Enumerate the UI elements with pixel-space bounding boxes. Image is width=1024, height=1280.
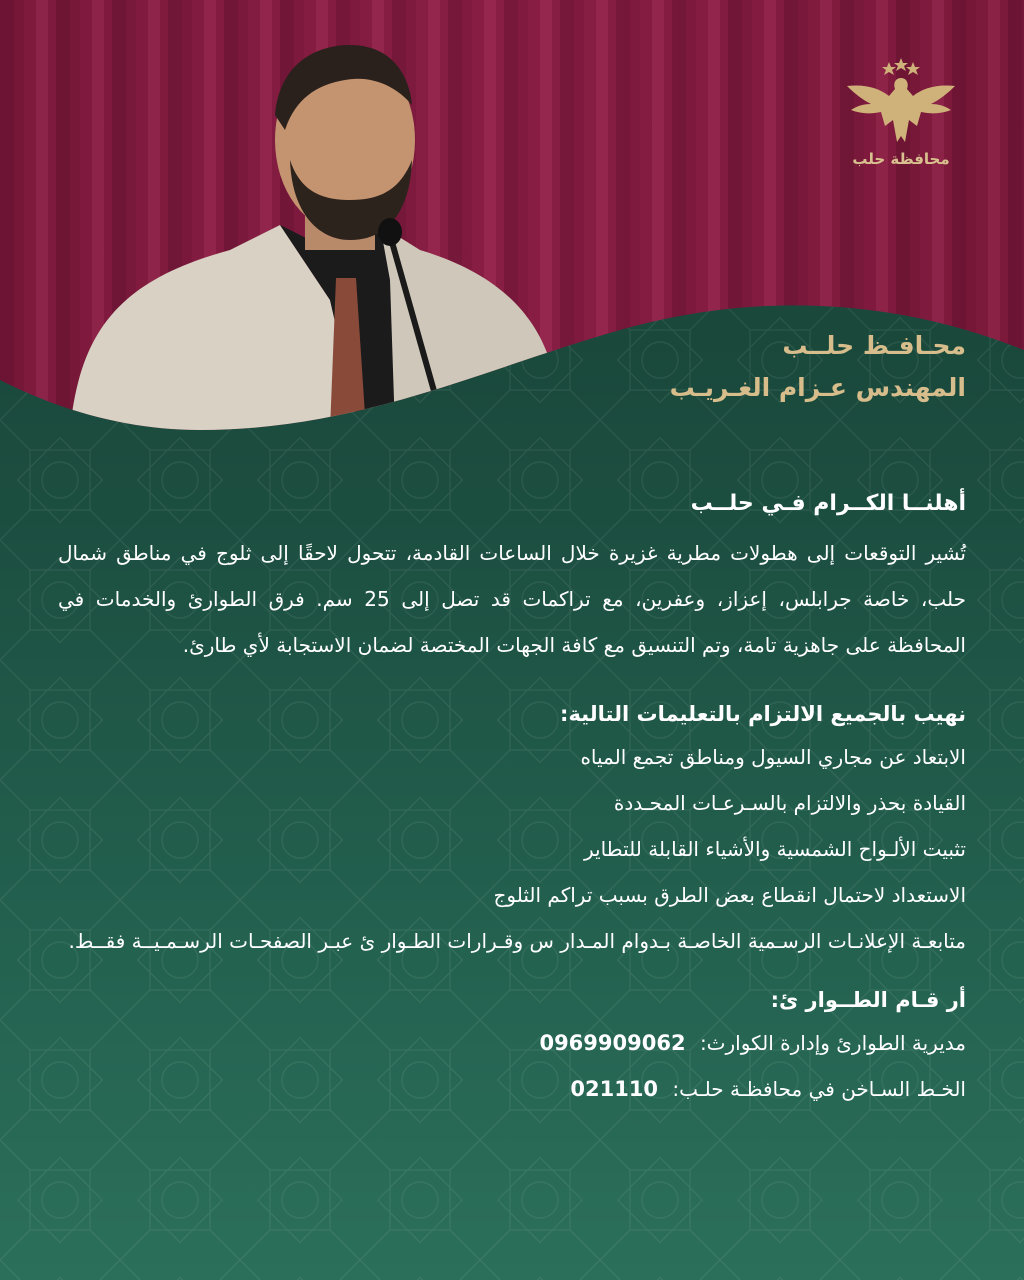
greeting-heading: أهلنــا الكــرام فـي حلــب [690,491,966,516]
speaker-title [670,326,966,410]
governorate-logo [836,56,966,186]
logo-text: محافظة حلب [852,150,950,168]
instruction-item: الابتعاد عن مجاري السيول ومناطق تجمع المياه [580,745,966,769]
instruction-item: القيادة بحذر والالتزام بالسـرعـات المحـددة [613,791,966,815]
governor-title: محـافـظ حلــب [782,331,966,360]
governor-name: المهندس عـزام الغـريـب [669,373,966,402]
instruction-item: متابعـة الإعلانـات الرسـمية الخاصـة بـدوام المـدار س وقـرارات الطـوار ئ عبـر الصفحـات الرسـمـيــة فقــط. [68,929,966,953]
forecast-paragraph: تُشير التوقعات إلى هطولات مطرية غزيرة خلال الساعات القادمة، تتحول لاحقًا إلى ثلوج في مناطق شمال حلب، خاصة جرابلس، إعزاز، وعفرين، مع تراكمات قد تصل إلى 25 سم. فرق الطوارئ والخدمات في المحافظة على جاهزية تامة، وتم التنسيق مع كافة الجهات المختصة لضمان الاستجابة لأي طارئ. [58,541,966,657]
hotline-number-label: الخـط السـاخن في محافظـة حلـب: [672,1077,966,1101]
instruction-item: تثبيت الألـواح الشمسية والأشياء القابلة للتطاير [583,837,966,861]
emergency-number-row [58,1020,966,1066]
emergency-number-label: مديرية الطوارئ وإدارة الكوارث: [699,1031,966,1055]
emergency-number-value[interactable]: 0969909062 [539,1031,686,1055]
hotline-number-value[interactable]: 021110 [570,1077,659,1101]
instruction-item: الاستعداد لاحتمال انقطاع بعض الطرق بسبب تراكم الثلوج [493,883,966,907]
emergency-numbers-title: أر قـام الطــوار ئ: [770,988,966,1012]
eagle-emblem-icon [841,56,961,148]
announcement-body [58,484,966,1112]
instructions-title: نهيب بالجميع الالتزام بالتعليمات التالية: [560,702,966,726]
instructions-list [58,734,966,964]
hotline-number-row [58,1066,966,1112]
